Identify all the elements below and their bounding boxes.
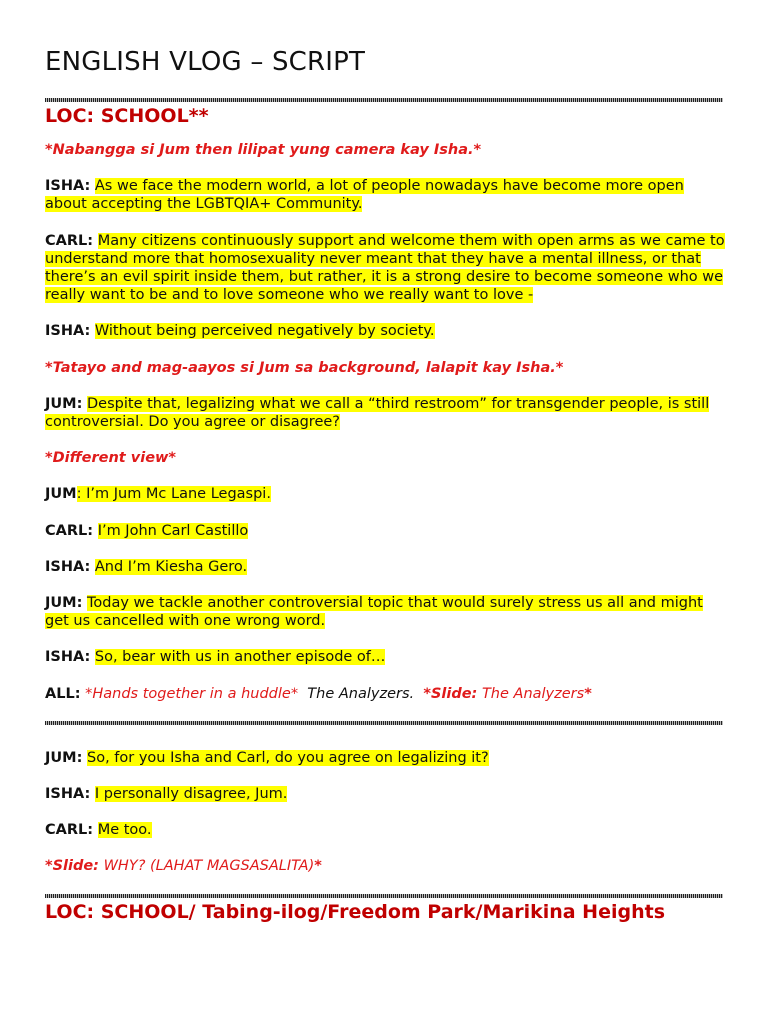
- stage-action: *Hands together in a huddle*: [85, 685, 299, 702]
- dialogue-line: [45, 485, 725, 503]
- dialogue-line: [45, 648, 725, 666]
- all-line: [45, 685, 725, 703]
- stage-direction: *Tatayo and mag-aayos si Jum sa background, lalapit kay Isha.*: [45, 359, 564, 376]
- speaker-name: ISHA:: [45, 786, 91, 803]
- speaker-name: CARL:: [45, 822, 94, 839]
- location-heading: LOC: SCHOOL/ Tabing-ilog/Freedom Park/Marikina Heights: [45, 900, 666, 923]
- slide-text: The Analyzers: [481, 685, 585, 702]
- dialogue-line: [45, 821, 725, 839]
- slide-line: [45, 857, 725, 875]
- speaker-name: ALL:: [45, 685, 81, 702]
- dialogue-text: And I’m Kiesha Gero.: [94, 558, 248, 575]
- dialogue-line: [45, 232, 725, 305]
- dialogue-text: Despite that, legalizing what we call a “third restroom” for transgender people, is still controversial. Do you agree or disagree?: [45, 395, 710, 431]
- dialogue-text: Me too.: [97, 822, 152, 839]
- dialogue-text: : I’m Jum Mc Lane Legaspi.: [76, 486, 271, 503]
- document-title: ENGLISH VLOG – SCRIPT: [45, 47, 366, 77]
- show-name: The Analyzers.: [307, 685, 415, 702]
- location-heading: LOC: SCHOOL**: [45, 105, 209, 127]
- speaker-name: JUM:: [45, 749, 83, 766]
- dialogue-line: [45, 785, 725, 803]
- dialogue-line: [45, 594, 725, 630]
- slide-text: WHY? (LAHAT MAGSASALITA): [103, 858, 315, 875]
- speaker-name: JUM: [45, 486, 77, 503]
- speaker-name: CARL:: [45, 522, 94, 539]
- stage-direction: *Different view*: [45, 450, 177, 467]
- speaker-name: ISHA:: [45, 178, 91, 195]
- section-divider: [45, 98, 723, 102]
- dialogue-text: I personally disagree, Jum.: [94, 786, 288, 803]
- speaker-name: ISHA:: [45, 558, 91, 575]
- stage-direction: *Nabangga si Jum then lilipat yung camera kay Isha.*: [45, 142, 482, 158]
- slide-end: *: [584, 685, 592, 702]
- dialogue-line: [45, 749, 725, 767]
- dialogue-line: [45, 395, 725, 431]
- dialogue-text: I’m John Carl Castillo: [97, 522, 249, 539]
- slide-end: *: [314, 858, 322, 875]
- section-divider: [45, 721, 723, 725]
- speaker-name: JUM:: [45, 595, 83, 612]
- slide-label: *Slide:: [45, 858, 99, 875]
- slide-label: *Slide:: [423, 685, 478, 702]
- dialogue-text: Today we tackle another controversial topic that would surely stress us all and might get us cancelled with one wrong word.: [45, 595, 703, 630]
- dialogue-text: So, for you Isha and Carl, do you agree on legalizing it?: [87, 749, 489, 766]
- speaker-name: JUM:: [45, 395, 83, 412]
- dialogue-text: Many citizens continuously support and welcome them with open arms as we came to understand more that homosexuality never meant that they have a mental illness, or that there’s an evil spirit inside them, but rather, it is a strong desire to become someone who we really want to be and to love someone who we really want to love -: [45, 232, 725, 304]
- script-page: [45, 44, 725, 937]
- dialogue-line: [45, 522, 725, 540]
- section-divider: [45, 894, 723, 898]
- dialogue-line: [45, 322, 725, 340]
- speaker-name: ISHA:: [45, 323, 91, 340]
- speaker-name: CARL:: [45, 232, 94, 249]
- dialogue-text: Without being perceived negatively by society.: [94, 323, 435, 340]
- dialogue-line: [45, 558, 725, 576]
- dialogue-text: As we face the modern world, a lot of people nowadays have become more open about accepting the LGBTQIA+ Community.: [45, 178, 684, 213]
- speaker-name: ISHA:: [45, 649, 91, 666]
- dialogue-text: So, bear with us in another episode of…: [94, 649, 386, 666]
- dialogue-line: [45, 177, 725, 213]
